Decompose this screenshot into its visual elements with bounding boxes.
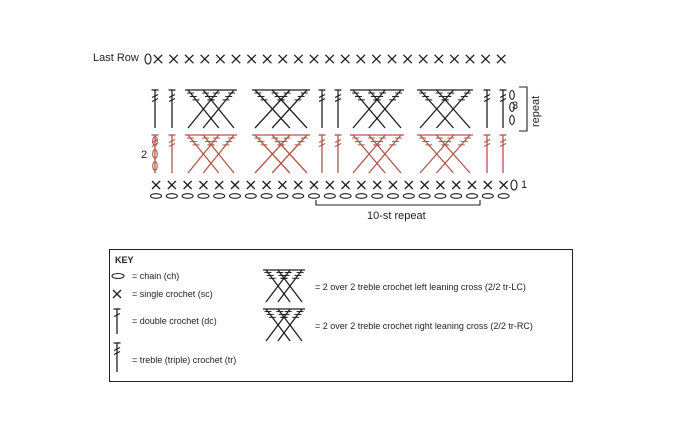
- single-crochet-symbol: [294, 181, 302, 189]
- single-crochet-symbol: [436, 181, 444, 189]
- single-crochet-symbol: [154, 55, 162, 63]
- treble-crochet-symbol: [319, 90, 326, 128]
- single-crochet-symbol: [168, 181, 176, 189]
- treble-crochet-symbol: [169, 135, 176, 173]
- single-crochet-symbol: [373, 181, 381, 189]
- single-crochet-symbol: [279, 55, 287, 63]
- chain-symbol: [309, 194, 320, 199]
- single-crochet-symbol: [484, 181, 492, 189]
- single-crochet-symbol: [278, 181, 286, 189]
- single-crochet-symbol: [152, 181, 160, 189]
- single-crochet-symbol: [199, 181, 207, 189]
- chain-symbol: [511, 180, 517, 190]
- chain-symbol: [214, 194, 225, 199]
- single-crochet-symbol: [342, 181, 350, 189]
- chain-symbol: [388, 194, 399, 199]
- single-crochet-symbol: [419, 55, 427, 63]
- chain-symbol: [182, 194, 193, 199]
- cable-cross-symbol: [185, 90, 237, 128]
- single-crochet-symbol: [215, 181, 223, 189]
- single-crochet-symbol: [389, 181, 397, 189]
- treble-crochet-symbol: [484, 135, 491, 173]
- row-2-label: 2: [141, 149, 148, 161]
- chain-symbol: [145, 54, 151, 64]
- chain-symbol: [151, 194, 162, 199]
- chain-symbol: [372, 194, 383, 199]
- row-repeat-bracket: [519, 87, 527, 131]
- row-3-stitches: [152, 90, 515, 128]
- single-crochet-symbol: [184, 181, 192, 189]
- single-crochet-symbol: [403, 55, 411, 63]
- chain-symbol: [498, 194, 509, 199]
- treble-crochet-symbol: [335, 135, 342, 173]
- chain-symbol: [510, 91, 515, 100]
- chain-symbol: [198, 194, 209, 199]
- single-crochet-symbol: [263, 55, 271, 63]
- single-crochet-symbol: [468, 181, 476, 189]
- single-crochet-symbol: [372, 55, 380, 63]
- chain-symbol: [467, 194, 478, 199]
- single-crochet-symbol: [466, 55, 474, 63]
- cable-cross-symbol: [350, 135, 404, 173]
- single-crochet-symbol: [185, 55, 193, 63]
- single-crochet-symbol: [325, 55, 333, 63]
- key-left-cross-text: = 2 over 2 treble crochet left leaning cross (2/2 tr-LC): [315, 282, 526, 292]
- chain-symbol: [419, 194, 430, 199]
- chain-symbol: [510, 116, 515, 125]
- single-crochet-symbol: [341, 55, 349, 63]
- single-crochet-symbol: [263, 181, 271, 189]
- chain-symbol: [230, 194, 241, 199]
- treble-crochet-symbol: [152, 90, 159, 128]
- cable-cross-symbol: [252, 90, 310, 128]
- single-crochet-symbol: [326, 181, 334, 189]
- single-crochet-symbol: [310, 181, 318, 189]
- row-3-label: 3: [512, 100, 519, 112]
- single-crochet-symbol: [481, 55, 489, 63]
- treble-crochet-symbol: [169, 90, 176, 128]
- single-crochet-symbol: [452, 181, 460, 189]
- single-crochet-symbol: [247, 181, 255, 189]
- single-crochet-symbol: [497, 55, 505, 63]
- single-crochet-symbol: [421, 181, 429, 189]
- single-crochet-symbol: [294, 55, 302, 63]
- single-crochet-symbol: [435, 55, 443, 63]
- single-crochet-symbol: [310, 55, 318, 63]
- stitch-repeat-label: 10-st repeat: [367, 210, 426, 222]
- chain-symbol: [403, 194, 414, 199]
- key-panel: [109, 249, 573, 382]
- single-crochet-symbol: [388, 55, 396, 63]
- key-double-crochet-text: = double crochet (dc): [132, 316, 217, 326]
- single-crochet-symbol: [201, 55, 209, 63]
- stitch-repeat-bracket: [316, 200, 480, 205]
- chain-symbol: [324, 194, 335, 199]
- row-1-label: 1: [521, 179, 528, 191]
- key-chain-text: = chain (ch): [132, 271, 180, 281]
- single-crochet-symbol: [357, 55, 365, 63]
- key-right-cross-text: = 2 over 2 treble crochet right leaning cross (2/2 tr-RC): [315, 321, 533, 331]
- chain-symbol: [340, 194, 351, 199]
- chain-symbol: [277, 194, 288, 199]
- chain-symbol: [482, 194, 493, 199]
- cable-cross-symbol: [417, 135, 473, 173]
- treble-crochet-symbol: [319, 135, 326, 173]
- last-row-stitches: [145, 54, 505, 64]
- chain-symbol: [356, 194, 367, 199]
- single-crochet-symbol: [232, 55, 240, 63]
- cable-cross-symbol: [350, 90, 404, 128]
- key-title: KEY: [115, 255, 134, 265]
- chain-symbol: [261, 194, 272, 199]
- row-1-stitches: [152, 180, 517, 190]
- cable-cross-symbol: [417, 90, 473, 128]
- single-crochet-symbol: [231, 181, 239, 189]
- chain-symbol: [166, 194, 177, 199]
- single-crochet-symbol: [216, 55, 224, 63]
- single-crochet-symbol: [169, 55, 177, 63]
- chain-symbol: [451, 194, 462, 199]
- single-crochet-symbol: [405, 181, 413, 189]
- single-crochet-symbol: [357, 181, 365, 189]
- cable-cross-symbol: [185, 135, 237, 173]
- treble-crochet-symbol: [500, 90, 507, 128]
- chain-symbol: [435, 194, 446, 199]
- single-crochet-symbol: [247, 55, 255, 63]
- treble-crochet-symbol: [500, 135, 507, 173]
- single-crochet-symbol: [450, 55, 458, 63]
- treble-crochet-symbol: [484, 90, 491, 128]
- last-row-label: Last Row: [93, 52, 139, 64]
- key-treble-crochet-text: = treble (triple) crochet (tr): [132, 355, 237, 365]
- row-2-stitches: [152, 135, 507, 173]
- chain-symbol: [245, 194, 256, 199]
- treble-crochet-symbol: [335, 90, 342, 128]
- repeat-label: repeat: [530, 95, 542, 127]
- single-crochet-symbol: [500, 181, 508, 189]
- key-single-crochet-text: = single crochet (sc): [132, 289, 213, 299]
- foundation-chain: [151, 194, 510, 199]
- chain-symbol: [293, 194, 304, 199]
- cable-cross-symbol: [252, 135, 310, 173]
